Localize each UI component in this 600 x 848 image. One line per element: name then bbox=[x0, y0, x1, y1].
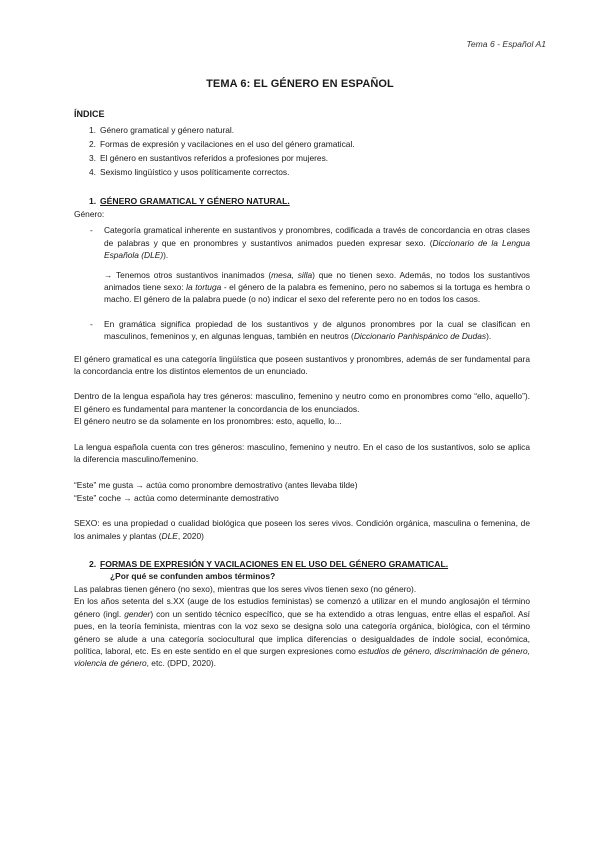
section-1-heading bbox=[74, 195, 530, 207]
source-citation: Diccionario de la Lengua Española (DLE) bbox=[104, 237, 530, 261]
index-item-text: Formas de expresión y vacilaciones en el uso del género gramatical. bbox=[100, 139, 355, 150]
sexo-definition: SEXO: es una propiedad o cualidad biológica que poseen los seres vivos. Condición orgánica, masculina o femenina, de los animales y plantas (DLE, 2020) bbox=[74, 518, 530, 541]
page-header: Tema 6 - Español A1 bbox=[466, 39, 546, 49]
example-line: “Este” coche → actúa como determinante demostrativo bbox=[74, 492, 279, 503]
index-heading: ÍNDICE bbox=[74, 109, 105, 119]
paragraph: Dentro de la lengua española hay tres géneros: masculino, femenino y neutro como en pronombres como “ello, aquello”). El género es fundamental para mantener la concordancia de los enunciados. bbox=[74, 391, 530, 414]
subsection-question: ¿Por qué se confunden ambos términos? bbox=[110, 571, 276, 582]
index-item-number: 1. bbox=[89, 125, 96, 136]
definition-bullet-2: - En gramática significa propiedad de los sustantivos y de algunos pronombres por la cual se clasifican en masculinos, femeninos y, en algunas lenguas, también en neutros (Diccionario Panhispánico de Dudas). bbox=[74, 318, 530, 343]
bullet-dash: - bbox=[90, 318, 93, 329]
bullet-dash: - bbox=[90, 225, 93, 236]
document-body bbox=[74, 108, 530, 670]
paragraph: El género neutro se da solamente en los pronombres: esto, aquello, lo... bbox=[74, 416, 342, 427]
section-title: GÉNERO GRAMATICAL Y GÉNERO NATURAL. bbox=[100, 195, 290, 206]
page-title: TEMA 6: EL GÉNERO EN ESPAÑOL bbox=[206, 78, 394, 90]
english-term: gender bbox=[124, 608, 151, 619]
definition-bullet-1: - Categoría gramatical inherente en sustantivos y pronombres, codificada a través de concordancia en otras clases de palabras y que en pronombres y sustantivos animados pueden expresar sexo. (Diccionario de la Lengua Española (DLE)). bbox=[74, 224, 530, 261]
definition-text: En gramática significa propiedad de los sustantivos y de algunos pronombres por la cual se clasifican en masculinos, femeninos y, en algunas lenguas, también en neutros ( bbox=[104, 318, 530, 342]
section-2-heading bbox=[74, 558, 530, 570]
section-number: 1. bbox=[89, 195, 97, 206]
example-words: mesa, silla bbox=[271, 269, 313, 280]
index-item bbox=[74, 166, 530, 178]
paragraph: En los años setenta del s.XX (auge de los estudios feministas) se comenzó a utilizar en el mundo anglosajón el término género (ingl. gender) con un sentido técnico específico, que se ha extendido a otras lenguas, entre ellas el español. Así pues, en la teoría feminista, mientras con la voz sexo se designa solo una categoría orgánica, biológica, con el término género se alude a una categoría sociocultural que implica diferencias o desigualdades de índole social, económica, política, laboral, etc. Es en este sentido en el que surgen expresiones como estudios de género, discriminación de género, violencia de género, etc. (DPD, 2020). bbox=[74, 596, 531, 669]
index-item-number: 2. bbox=[89, 139, 96, 150]
source-citation: DLE bbox=[161, 530, 178, 541]
definition-text: Categoría gramatical inherente en sustantivos y pronombres, codificada a través de concordancia en otras clases de palabras y que en pronombres y sustantivos animados pueden expresar sexo. ( bbox=[104, 225, 530, 248]
paragraph: El género gramatical es una categoría lingüística que poseen sustantivos y pronombres, además de ser fundamental para la concordancia entre los distintos elementos de un enunciado. bbox=[74, 353, 530, 376]
paragraph: Las palabras tienen género (no sexo), mientras que los seres vivos tienen sexo (no género). bbox=[74, 583, 417, 594]
paragraph: La lengua española cuenta con tres géneros: masculino, femenino y neutro. En el caso de los sustantivos, solo se aplica la diferencia masculino/femenino. bbox=[74, 441, 530, 465]
index-item-number: 4. bbox=[89, 167, 96, 178]
example-line: “Este” me gusta → actúa como pronombre demostrativo (antes llevaba tilde) bbox=[74, 480, 358, 491]
example-expressions: estudios de género, discriminación de género, violencia de género bbox=[74, 645, 531, 669]
index-item-text: El género en sustantivos referidos a profesiones por mujeres. bbox=[100, 153, 329, 164]
index-item-text: Género gramatical y género natural. bbox=[100, 125, 235, 136]
example-word: la tortuga bbox=[186, 281, 222, 292]
index-list bbox=[74, 124, 530, 178]
index-item bbox=[74, 124, 530, 136]
index-item bbox=[74, 152, 530, 164]
index-item bbox=[74, 138, 530, 150]
index-item-text: Sexismo lingüístico y usos políticamente correctos. bbox=[100, 167, 290, 178]
genero-label: Género: bbox=[74, 208, 105, 219]
section-number: 2. bbox=[89, 559, 97, 570]
index-item-number: 3. bbox=[89, 153, 96, 164]
source-citation: Diccionario Panhispánico de Dudas bbox=[353, 331, 487, 342]
inanimate-note: → Tenemos otros sustantivos inanimados (mesa, silla) que no tienen sexo. Además, no todos los sustantivos animados tiene sexo: la tortuga - el género de la palabra es femenino, pero no sabemos si la tortuga es hembra o macho. El género de la palabra puede (o no) indicar el sexo del referente pero no en todos los casos. bbox=[104, 269, 530, 305]
section-title: FORMAS DE EXPRESIÓN Y VACILACIONES EN EL USO DEL GÉNERO GRAMATICAL. bbox=[100, 559, 449, 570]
